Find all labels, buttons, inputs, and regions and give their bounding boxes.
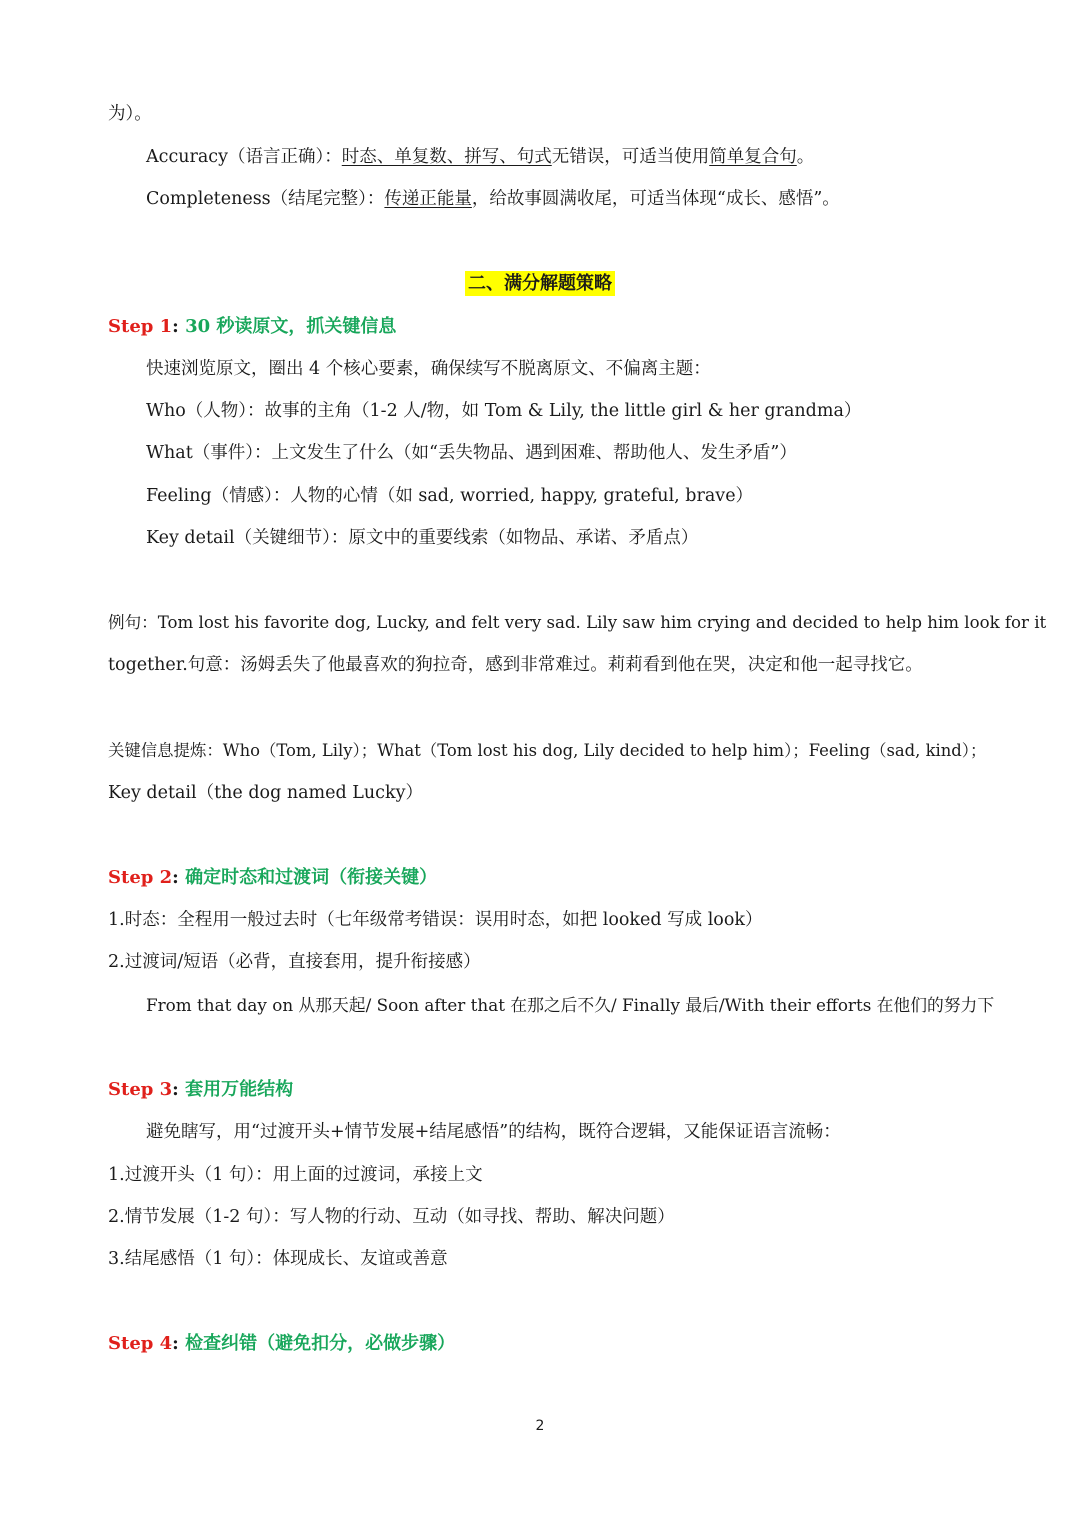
step1-item-feeling: Feeling（情感）：人物的心情（如 sad, worried, happy, grateful, brave） [146, 486, 754, 506]
step2-title: 确定时态和过渡词（衔接关键） [185, 867, 438, 888]
step2-heading: Step 2: 确定时态和过渡词（衔接关键） [108, 867, 438, 888]
completeness-label: Completeness（结尾完整）： [146, 189, 385, 209]
example-line-2: together.句意：汤姆丢失了他最喜欢的狗拉奇，感到非常难过。莉莉看到他在哭，决定和他一起寻找它。 [108, 655, 923, 675]
step2-line-3: From that day on 从那天起/ Soon after that 在那之后不久/ Finally 最后/With their efforts 在他们的努力下 [146, 995, 995, 1015]
step1-item-what: What（事件）：上文发生了什么（如“丢失物品、遇到困难、帮助他人、发生矛盾”） [146, 443, 797, 463]
step3-item-3: 3.结尾感悟（1 句）：体现成长、友谊或善意 [108, 1249, 448, 1269]
step3-item-2: 2.情节发展（1-2 句）：写人物的行动、互动（如寻找、帮助、解决问题） [108, 1207, 675, 1227]
accuracy-line [146, 145, 814, 169]
step3-intro: 避免瞎写，用“过渡开头+情节发展+结尾感悟”的结构，既符合逻辑，又能保证语言流畅： [146, 1122, 841, 1142]
step1-heading: Step 1: 30 秒读原文，抓关键信息 [108, 316, 397, 337]
extract-line-2: Key detail（the dog named Lucky） [108, 783, 423, 803]
step2-label: Step 2 [108, 867, 173, 888]
continuation-text: 为）。 [108, 104, 152, 124]
accuracy-end: 。 [796, 147, 815, 167]
accuracy-underline-2: 简单复合句 [709, 147, 797, 167]
accuracy-underline-1: 时态、单复数、拼写、句式 [341, 147, 552, 167]
step3-label: Step 3 [108, 1079, 173, 1100]
completeness-line [146, 187, 840, 211]
step4-title: 检查纠错（避免扣分，必做步骤） [185, 1333, 456, 1354]
accuracy-mid: 无错误，可适当使用 [551, 147, 710, 167]
completeness-underline: 传递正能量 [384, 189, 472, 209]
step2-line-1: 1.时态：全程用一般过去时（七年级常考错误：误用时态，如把 looked 写成 look） [108, 910, 763, 930]
step4-heading: Step 4: 检查纠错（避免扣分，必做步骤） [108, 1333, 456, 1354]
example-line-1: 例句：Tom lost his favorite dog, Lucky, and felt very sad. Lily saw him crying and decided to help him look for it [108, 613, 1047, 632]
accuracy-label: Accuracy（语言正确）： [146, 147, 342, 167]
step3-title: 套用万能结构 [185, 1079, 294, 1100]
step1-label: Step 1 [108, 316, 173, 337]
step1-title: 30 秒读原文，抓关键信息 [185, 316, 397, 337]
section-heading-text: 二、满分解题策略 [465, 271, 615, 296]
step3-item-1: 1.过渡开头（1 句）：用上面的过渡词，承接上文 [108, 1165, 483, 1185]
step1-item-who: Who（人物）：故事的主角（1-2 人/物，如 Tom & Lily, the little girl & her grandma） [146, 401, 862, 421]
step2-line-2: 2.过渡词/短语（必背，直接套用，提升衔接感） [108, 952, 481, 972]
extract-line-1: 关键信息提炼：Who（Tom, Lily）；What（Tom lost his dog, Lily decided to help him）；Feeling（sad, kind）； [108, 741, 987, 760]
section-heading [0, 270, 1080, 298]
step1-intro: 快速浏览原文，圈出 4 个核心要素，确保续写不脱离原文、不偏离主题： [146, 359, 711, 379]
step3-heading: Step 3: 套用万能结构 [108, 1079, 294, 1100]
completeness-end: ，给故事圆满收尾，可适当体现“成长、感悟”。 [471, 189, 840, 209]
page-number: 2 [535, 1418, 545, 1434]
step4-label: Step 4 [108, 1333, 173, 1354]
step1-item-key-detail: Key detail（关键细节）：原文中的重要线索（如物品、承诺、矛盾点） [146, 528, 699, 548]
